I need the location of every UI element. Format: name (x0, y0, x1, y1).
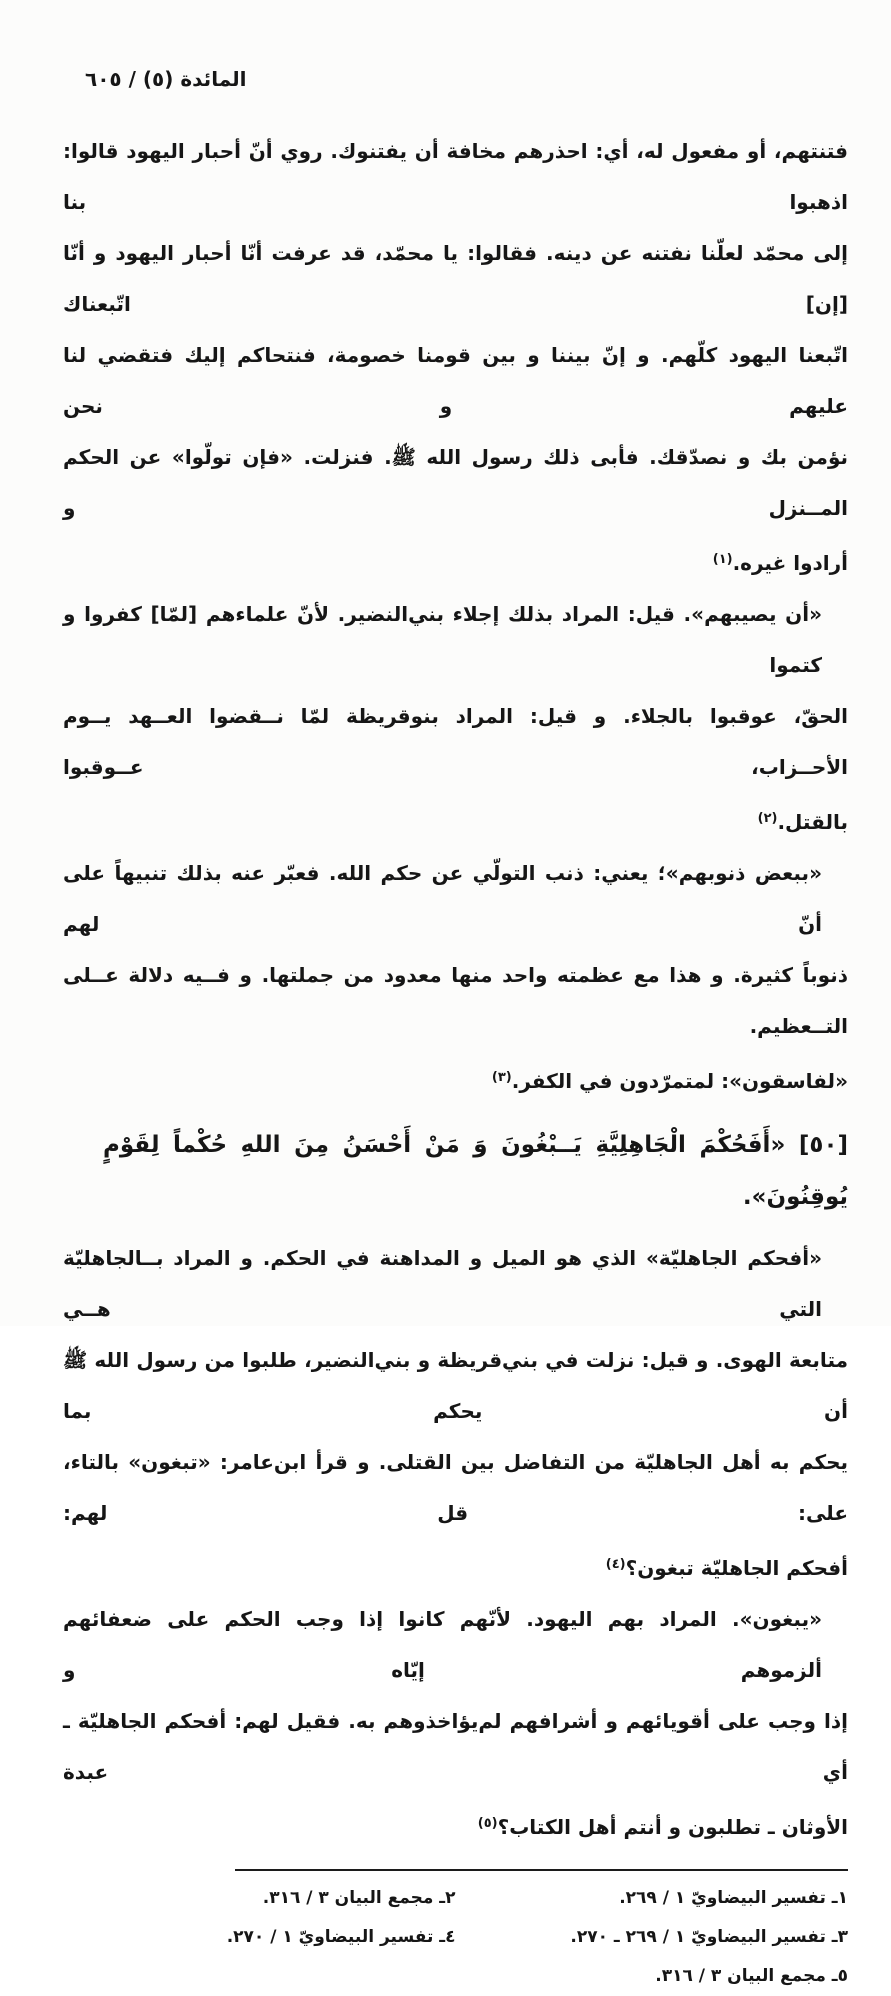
body-line: الأوثان ـ تطلبون و أنتم أهل الكتاب؟ (497, 1815, 848, 1839)
body-line: يحكم به أهل الجاهليّة من التفاضل بين القتلى. و قرأ ابن‌عامر: «تبغون» بالتاء، على: قل لهم: (63, 1450, 848, 1525)
paragraph-end-line (63, 793, 848, 848)
footnote-item: ١ـ تفسير البيضاويّ ١ / ٢٦٩. (619, 1888, 848, 1908)
paragraph-4 (63, 1233, 848, 1594)
body-line: «لفاسقون»: لمتمرّدون في الكفر. (511, 1069, 848, 1093)
verse-text: «أَفَحُكْمَ الْجَاهِلِيَّةِ يَــبْغُونَ وَ مَنْ أَحْسَنُ مِنَ اللهِ حُكْماً لِقَوْمٍ يُوقِنُونَ». (103, 1132, 848, 1210)
body-line: نؤمن بك و نصدّقك. فأبى ذلك رسول الله ﷺ. فنزلت. «فإن تولّوا» عن الحكم المــنزل و (63, 445, 848, 520)
body-line: اتّبعنا اليهود كلّهم. و إنّ بيننا و بين قومنا خصومة، فنتحاكم إليك فتقضي لنا عليهم و نحن (63, 343, 848, 418)
footnote-ref-marker: (٢) (757, 811, 778, 826)
body-line: إلى محمّد لعلّنا نفتنه عن دينه. فقالوا: يا محمّد، قد عرفت أنّا أحبار اليهود و أنّا [إن] اتّبعناك (63, 241, 848, 316)
verse-number: [٥٠] (798, 1132, 848, 1158)
footnote-ref-marker: (١) (712, 552, 733, 567)
footnote-item: ٣ـ تفسير البيضاويّ ١ / ٢٦٩ ـ ٢٧٠. (570, 1927, 848, 1947)
body-line: بالقتل. (777, 810, 848, 834)
page-header: المائدة (٥) / ٦٠٥ (85, 67, 247, 91)
paragraph-end-line (63, 1798, 848, 1853)
footnote-ref-marker: (٤) (605, 1557, 626, 1572)
verse-line (63, 1119, 848, 1223)
paragraph-end-line (63, 1539, 848, 1594)
paragraph-end-line (63, 1052, 848, 1107)
body-line: «أفحكم الجاهليّة» الذي هو الميل و المداهنة في الحكم. و المراد بــالجاهليّة التي هــي (63, 1246, 822, 1321)
body-line: أرادوا غيره. (732, 551, 848, 575)
footnote-item: ٤ـ تفسير البيضاويّ ١ / ٢٧٠. (226, 1927, 456, 1947)
footnotes-section (63, 1879, 848, 1996)
paragraph-end-line (63, 534, 848, 589)
paragraph-3 (63, 848, 848, 1107)
body-line: «يبغون». المراد بهم اليهود. لأنّهم كانوا إذا وجب الحكم على ضعفائهم ألزموهم إيّاه و (63, 1607, 822, 1682)
footnote-item: ٢ـ مجمع البيان ٣ / ٣١٦. (262, 1888, 456, 1908)
footnote-item: ٥ـ مجمع البيان ٣ / ٣١٦. (655, 1966, 848, 1986)
paragraph-5 (63, 1594, 848, 1853)
footnote-ref-marker: (٣) (491, 1070, 512, 1085)
body-line: «أن يصيبهم». قيل: المراد بذلك إجلاء بني‌النضير. لأنّ علماءهم [لمّا] كفروا و كتموا (63, 602, 822, 677)
body-line: متابعة الهوى. و قيل: نزلت في بني‌قريظة و بني‌النضير، طلبوا من رسول الله ﷺ أن يحكم بما (63, 1348, 848, 1423)
footnotes-divider (235, 1869, 848, 1871)
body-line: إذا وجب على أقويائهم و أشرافهم لم‌يؤاخذوهم به. فقيل لهم: أفحكم الجاهليّة ـ أي عبدة (63, 1709, 848, 1784)
footnote-ref-marker: (٥) (477, 1816, 498, 1831)
body-line: «ببعض ذنوبهم»؛ يعني: ذنب التولّي عن حكم الله. فعبّر عنه بذلك تنبيهاً على أنّ لهم (63, 861, 822, 936)
body-line: أفحكم الجاهليّة تبغون؟ (625, 1556, 848, 1580)
body-line: ذنوباً كثيرة. و هذا مع عظمته واحد منها معدود من جملتها. و فــيه دلالة عــلى التــعظيم. (63, 963, 848, 1038)
paragraph-2 (63, 589, 848, 848)
body-line: الحقّ، عوقبوا بالجلاء. و قيل: المراد بنوقريظة لمّا نــقضوا العــهد يــوم الأحــزاب، عــوقبوا (63, 704, 848, 779)
body-line: فتنتهم، أو مفعول له، أي: احذرهم مخافة أن يفتنوك. روي أنّ أحبار اليهود قالوا: اذهبوا بنا (63, 139, 848, 214)
paragraph-1 (63, 126, 848, 589)
text-body (63, 126, 848, 1853)
